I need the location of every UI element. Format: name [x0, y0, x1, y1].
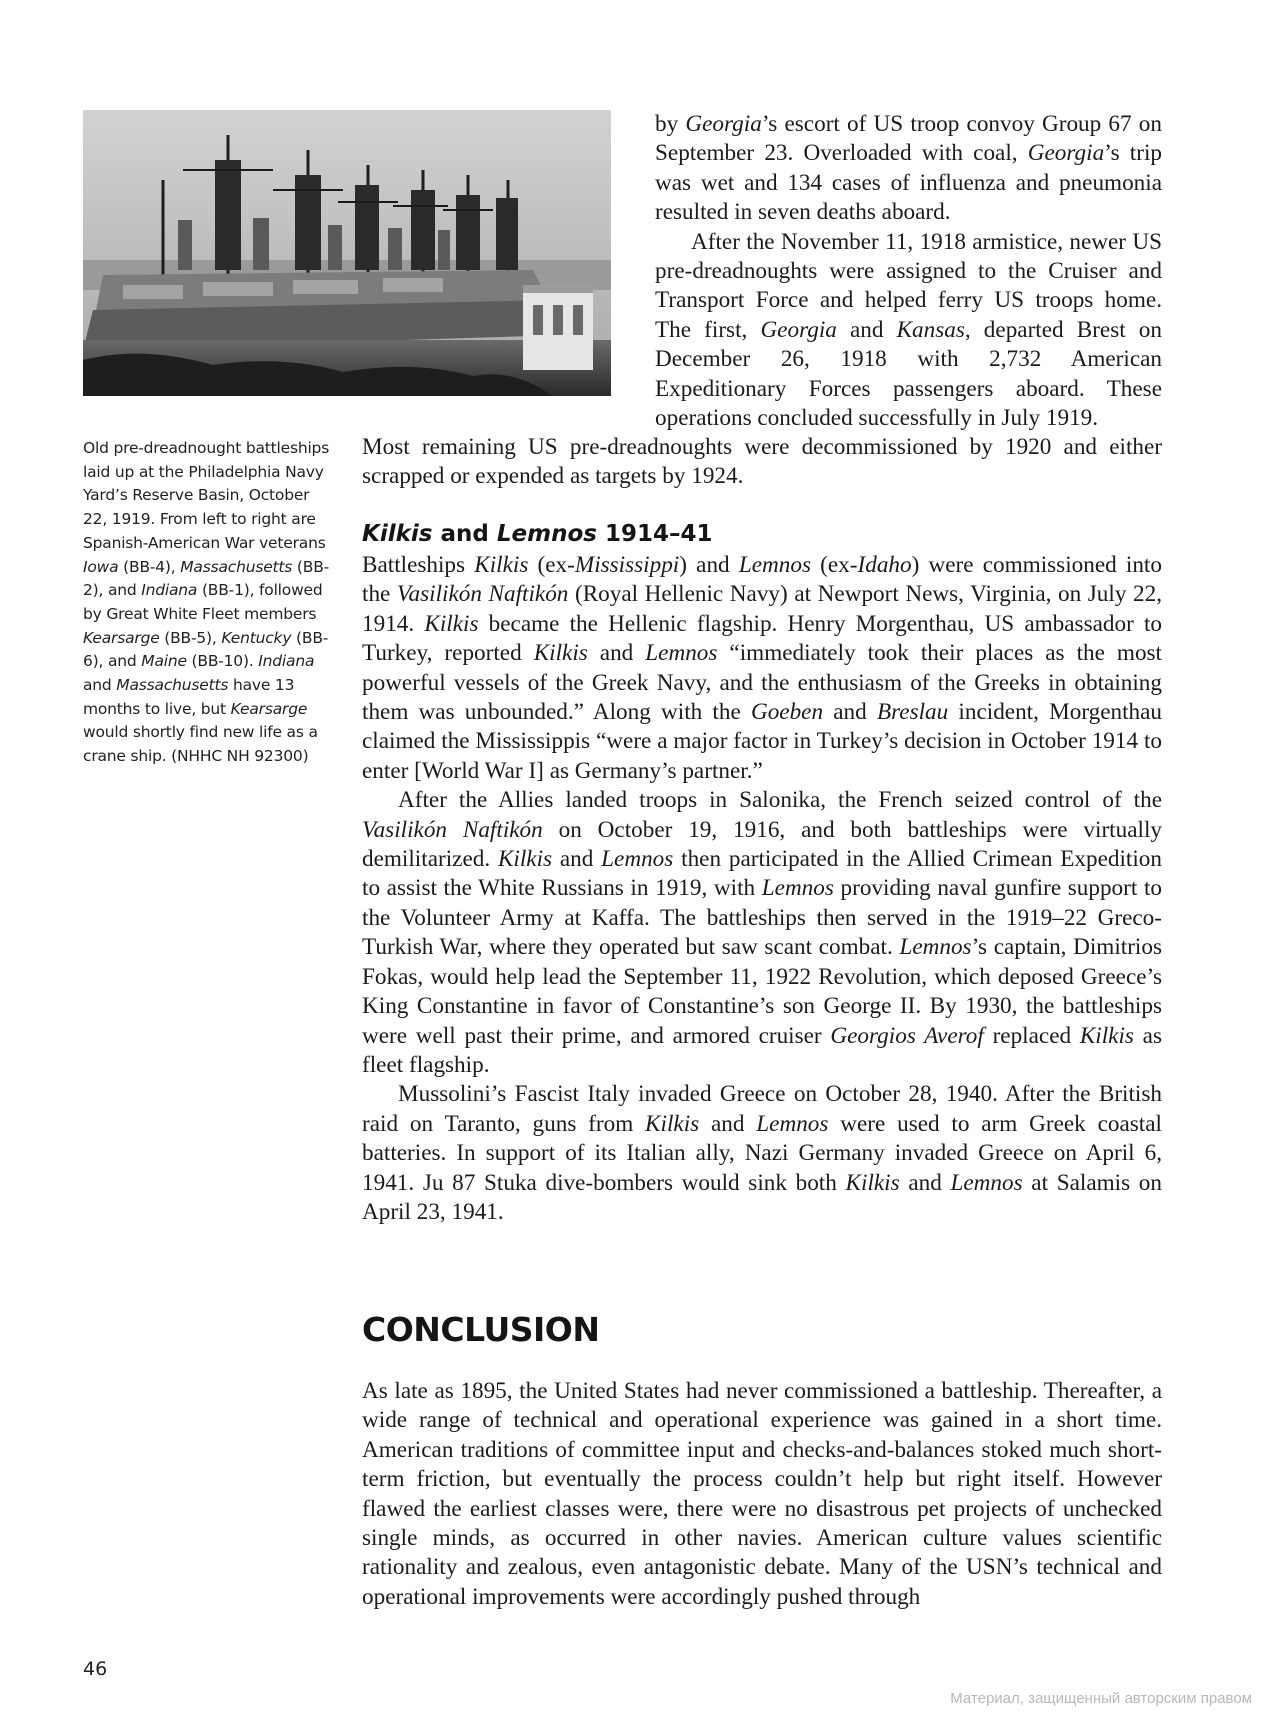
caption-ship: Iowa	[83, 557, 119, 576]
ship-name: Kansas	[896, 316, 965, 343]
caption-text: (BB-5),	[159, 628, 222, 647]
paragraph-armistice: After the November 11, 1918 armistice, newer US pre-dreadnoughts were assigned to the Cruiser and Transport Force and helped ferry US troops home. The first, Georgia and Kansas, departed Brest on December 26, 1918 with 2,732 American Expeditionary Forces passengers aboard. These operations concluded successfully in July 1919.	[655, 228, 1162, 432]
caption-text: have 13 months to live, but	[83, 676, 295, 718]
caption-text: Old pre-dreadnought battleships laid up at the Philadelphia Navy Yard’s Reserve Basin, October 22, 1919. From left to right are Spanish-American War veterans	[83, 439, 330, 552]
photo-caption	[83, 437, 331, 769]
battleships-photo-drawing	[83, 110, 611, 396]
top-column	[655, 110, 1162, 433]
page-number: 46	[83, 1658, 108, 1680]
battleships-photo	[83, 110, 611, 396]
caption-text: (BB-6), and	[83, 628, 329, 671]
conclusion-heading: CONCLUSION	[362, 1310, 600, 1349]
ship-name: Georgia	[685, 111, 762, 137]
kilkis-body	[362, 551, 1162, 1227]
ship-name: Georgia	[760, 316, 837, 343]
section-conclusion	[362, 1310, 1162, 1349]
paragraph-commissioned: Battleships Kilkis (ex-Mississippi) and Lemnos (ex-Idaho) were commissioned into the Vasilikón Naftikón (Royal Hellenic Navy) at Newport News, Virginia, on July 22, 1914. Kilkis became the Hellenic flagship. Henry Morgenthau, US ambassador to Turkey, reported Kilkis and Lemnos “immediately took their places as the most powerful vessels of the Greek Navy, and the enthusiasm of the Greeks in obtaining them was unbounded.” Along with the Goeben and Breslau incident, Morgenthau claimed the Mississippis “were a major factor in Turkey’s decision in October 1914 to enter [World War I] as Germany’s partner.”	[362, 552, 1163, 784]
caption-text: would shortly find new life as a crane ship. (NHHC NH 92300)	[83, 723, 318, 766]
paragraph-conclusion: As late as 1895, the United States had never commissioned a battleship. Thereafter, a wide range of technical and operational experience was gained in a short time. American traditions of committee input and checks-and-balances stoked much short-term friction, but eventually the process couldn’t help but right itself. However flawed the earliest classes were, there were no disastrous pet projects of unchecked single minds, as occurred in other navies. American culture values scientific rationality and zealous, even antagonistic debate. Many of the USN’s technical and operational improvements were accordingly pushed through	[362, 1378, 1162, 1610]
caption-ship: Kearsarge	[83, 628, 160, 647]
caption-text: (BB-2), and	[83, 557, 330, 600]
caption-text: (BB-4),	[118, 557, 181, 576]
paragraph-salonika: After the Allies landed troops in Salonika, the French seized control of the Vasilikón Naftikón on October 19, 1916, and both battleships were virtually demilitarized. Kilkis and Lemnos then participated in the Allied Crimean Expedition to assist the White Russians in 1919, with Lemnos providing naval gunfire support to the Volunteer Army at Kaffa. The battleships then served in the 1919–22 Greco-Turkish War, where they operated but saw scant combat. Lemnos’s captain, Dimitrios Fokas, would help lead the September 11, 1922 Revolution, which deposed Greece’s King Constantine in favor of Constantine’s son George II. By 1930, the battleships were well past their prime, and armored cruiser Georgios Averof replaced Kilkis as fleet flagship.	[362, 787, 1162, 1078]
conclusion-body	[362, 1377, 1162, 1612]
caption-ship: Massachusetts	[116, 676, 229, 695]
caption-ship: Indiana	[258, 652, 315, 671]
paragraph-mussolini: Mussolini’s Fascist Italy invaded Greece on October 28, 1940. After the British raid on Taranto, guns from Kilkis and Lemnos were used to arm Greek coastal batteries. In support of its Italian ally, Nazi Germany invaded Greece on April 6, 1941. Ju 87 Stuka dive-bombers would sink both Kilkis and Lemnos at Salamis on April 23, 1941.	[362, 1081, 1162, 1225]
section-heading-kilkis-lemnos: Kilkis and Lemnos 1914–41	[362, 521, 713, 547]
paragraph-decommissioned: Most remaining US pre-dreadnoughts were decommissioned by 1920 and either scrapped or expended as targets by 1924.	[362, 434, 1162, 490]
caption-text: (BB-1), followed by Great White Fleet members	[83, 581, 323, 623]
section-kilkis-lemnos	[362, 521, 1162, 547]
caption-ship: Kearsarge	[230, 699, 308, 718]
caption-ship: Maine	[141, 652, 187, 671]
caption-ship: Kentucky	[221, 628, 292, 647]
paragraph-georgia-escort: by Georgia’s escort of US troop convoy Group 67 on September 23. Overloaded with coal, Georgia’s trip was wet and 134 cases of influenza and pneumonia resulted in seven deaths aboard.	[655, 111, 1162, 226]
caption-ship: Indiana	[141, 581, 198, 600]
caption-text: (BB-10).	[186, 652, 259, 671]
caption-ship: Massachusetts	[180, 557, 293, 576]
copyright-watermark: Материал, защищенный авторским правом	[950, 1690, 1252, 1707]
ship-name: Georgia	[1027, 140, 1105, 167]
caption-text: and	[83, 676, 117, 695]
